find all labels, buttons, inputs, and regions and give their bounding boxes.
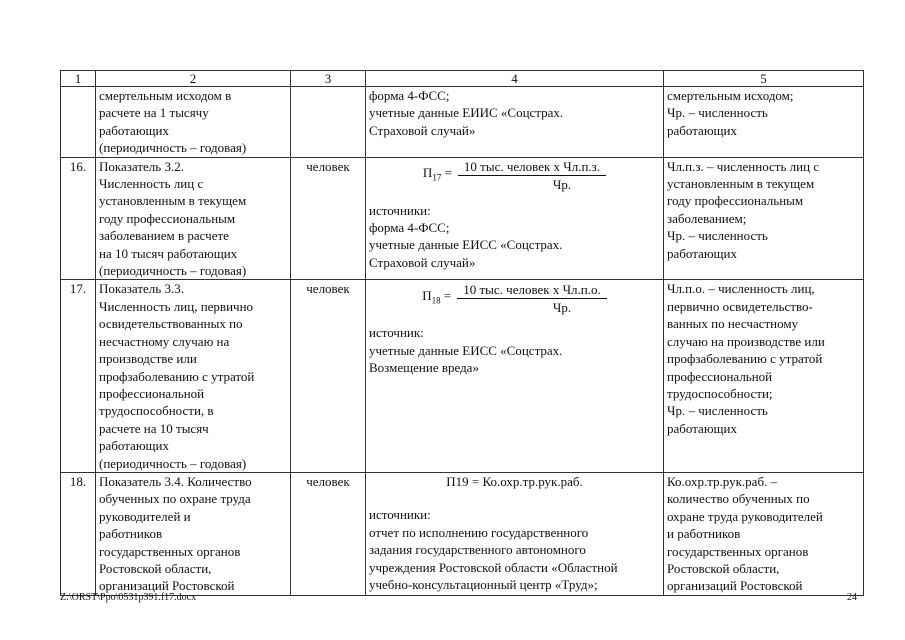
notes-text: Чл.п.о. – численность лиц, первично освидетельство- ванных по несчастному случаю на производстве или профзаболеванию с утратой профессиональной трудоспособности; Чр. – численность работающих — [664, 280, 864, 472]
formula-cell — [366, 157, 664, 280]
header-cell: 2 — [96, 71, 291, 87]
sources-text: форма 4-ФСС; учетные данные ЕИИС «Соцстрах. Страховой случай» — [366, 87, 664, 158]
header-cell: 3 — [291, 71, 366, 87]
formula-fraction — [458, 158, 606, 193]
unit-text: человек — [291, 472, 366, 595]
formula-denominator: Чр. — [552, 299, 572, 315]
notes-text: смертельным исходом; Чр. – численность работающих — [664, 87, 864, 158]
indicator-text: Показатель 3.4. Количество обученных по охране труда руководителей и работников государственных органов Ростовской области, организаций Ростовской — [96, 472, 291, 595]
sources-text: источники: форма 4-ФСС; учетные данные ЕИСС «Соцстрах. Страховой случай» — [369, 202, 563, 270]
formula — [369, 158, 660, 194]
indicator-text: Показатель 3.2. Численность лиц с установленным в текущем году профессиональным заболеванием в расчете на 10 тысяч работающих (периодичность – годовая) — [96, 157, 291, 280]
table-row — [61, 472, 864, 595]
formula-lhs: $П_{17}$ = — [422, 165, 452, 183]
table-row — [61, 157, 864, 280]
row-number: 17. — [61, 280, 96, 472]
formula-fraction — [457, 281, 607, 316]
formula-cell — [366, 280, 664, 472]
notes-text: Чл.п.з. – численность лиц с установленным в текущем году профессиональным заболеванием; Чр. – численность работающих — [664, 157, 864, 280]
sources-text: источники: отчет по исполнению государственного задания государственного автономного учреждения Ростовской области «Областной учебно-консультационный центр «Труд»; — [369, 507, 618, 592]
formula-lhs: $П_{18}$ = — [422, 287, 452, 306]
header-cell: 5 — [664, 71, 864, 87]
table-row — [61, 87, 864, 158]
page-number: 24 — [847, 592, 857, 603]
unit-text: человек — [291, 280, 366, 472]
sources-text: источник: учетные данные ЕИСС «Соцстрах. Возмещение вреда» — [369, 325, 563, 376]
row-number: 16. — [61, 157, 96, 280]
table-header-row — [61, 71, 864, 87]
indicator-text: смертельным исходом в расчете на 1 тысячу работающих (периодичность – годовая) — [96, 87, 291, 158]
formula-numerator: 10 тыс. человек х Чл.п.з. — [458, 158, 606, 176]
indicator-text: Показатель 3.3. Численность лиц, первично освидетельствованных по несчастному случаю на производстве или профзаболеванию с утратой профессиональной трудоспособности, в расчете на 10 тысяч работающих (периодичность – годовая) — [96, 280, 291, 472]
formula — [369, 280, 660, 316]
formula-numerator: 10 тыс. человек х Чл.п.о. — [457, 281, 607, 299]
row-number: 18. — [61, 472, 96, 595]
formula: П19 = Ко.охр.тр.рук.раб. — [446, 473, 583, 489]
formula-denominator: Чр. — [552, 177, 572, 193]
unit-text: человек — [291, 157, 366, 280]
row-number — [61, 87, 96, 158]
notes-text: Ко.охр.тр.рук.раб. – количество обученных по охране труда руководителей и работников государственных органов Ростовской области, организаций Ростовской — [664, 472, 864, 595]
indicators-table — [60, 70, 864, 596]
table-row — [61, 280, 864, 472]
file-path: Z:\ORST\Ppo\0531p391.f17.docx — [60, 592, 197, 603]
header-cell: 4 — [366, 71, 664, 87]
header-cell: 1 — [61, 71, 96, 87]
formula-cell — [366, 472, 664, 595]
unit-text — [291, 87, 366, 158]
